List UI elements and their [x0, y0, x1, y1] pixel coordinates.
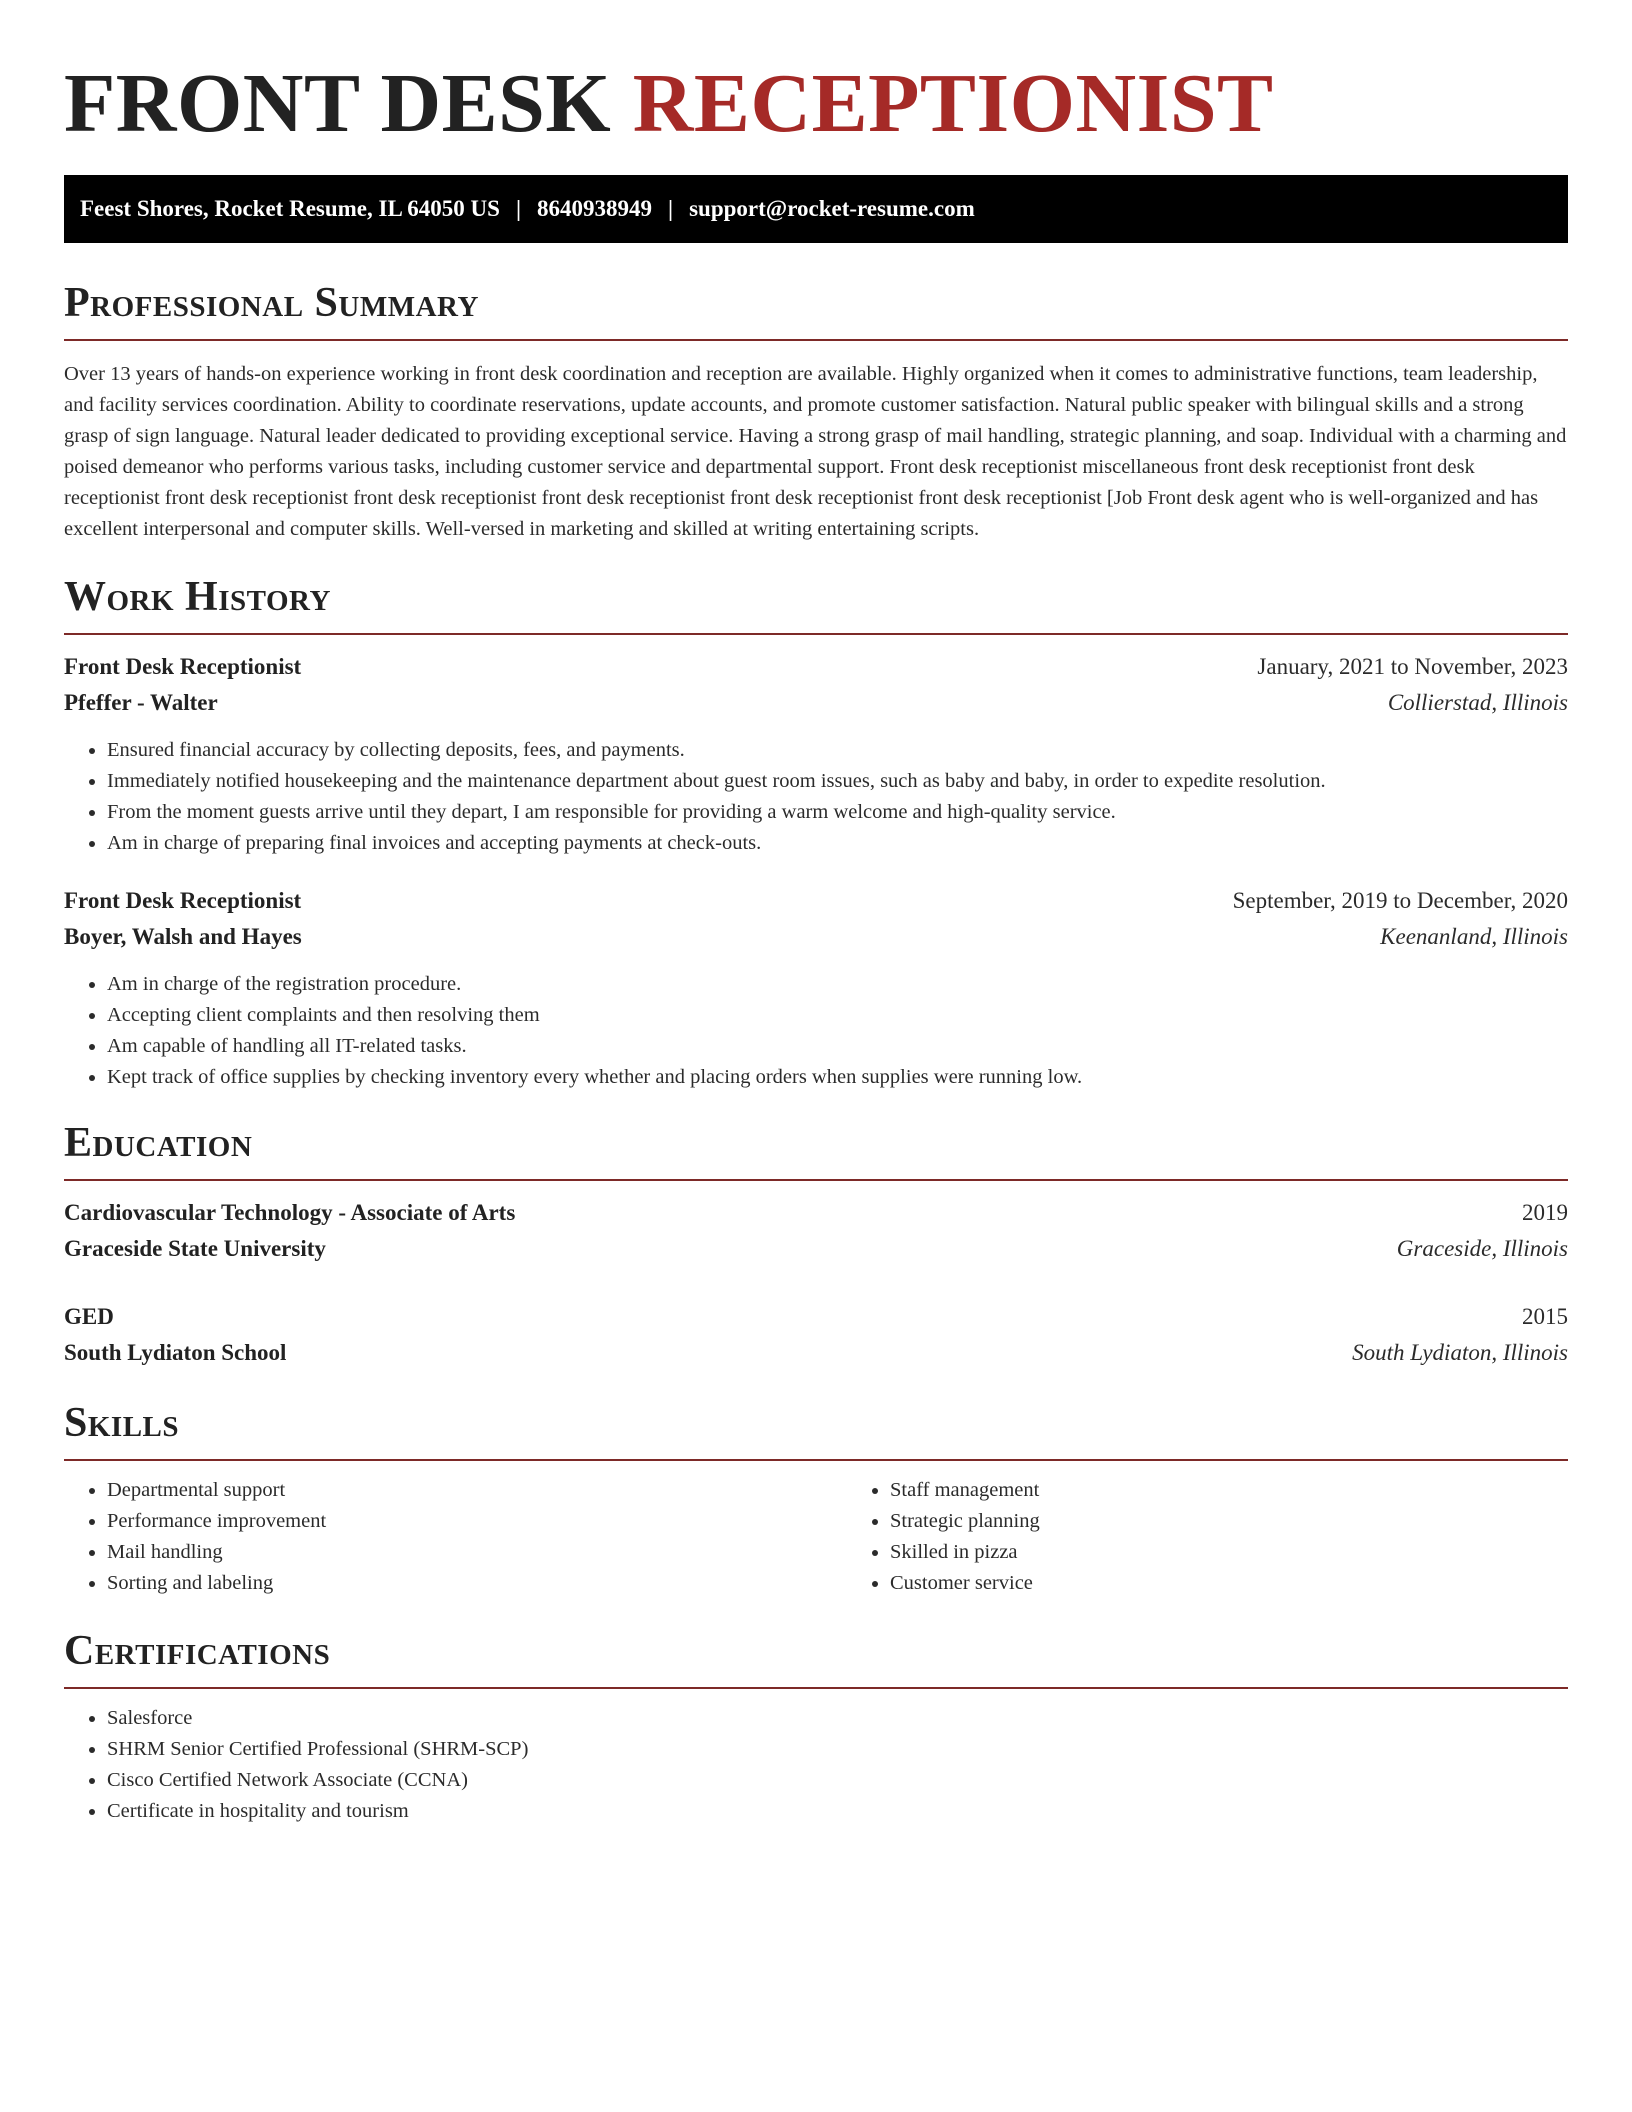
section-divider — [64, 1459, 1568, 1461]
education-degree-row — [64, 1195, 1568, 1231]
education-location: South Lydiaton, Illinois — [1352, 1340, 1568, 1365]
list-item: • Departmental support — [107, 1475, 847, 1506]
certifications-list — [64, 1703, 1568, 1827]
education-school: Graceside State University — [64, 1236, 326, 1261]
list-item: • Am in charge of the registration procedure. — [107, 969, 1568, 1000]
education-school: South Lydiaton School — [64, 1340, 287, 1365]
title-accent: RECEPTIONIST — [632, 57, 1274, 150]
education-entry — [64, 1195, 1568, 1267]
contact-separator: | — [668, 196, 674, 221]
work-history-section — [64, 573, 1568, 1093]
summary-section — [64, 279, 1568, 545]
contact-separator: | — [515, 196, 522, 221]
list-item: • Am in charge of preparing final invoices and accepting payments at check-outs. — [107, 828, 1568, 859]
job-title: Front Desk Receptionist — [64, 654, 302, 679]
section-divider — [64, 1687, 1568, 1689]
job-entry — [64, 883, 1568, 1093]
list-item: • Accepting client complaints and then resolving them — [107, 1000, 1568, 1031]
skills-section — [64, 1399, 1568, 1599]
list-item: • Staff management — [890, 1475, 1630, 1506]
job-company-row — [64, 919, 1568, 955]
section-heading: Professional Summary — [64, 280, 479, 326]
section-heading: Skills — [64, 1400, 180, 1446]
contact-email: support@rocket-resume.com — [689, 196, 975, 221]
list-item: • Am capable of handling all IT-related tasks. — [107, 1031, 1568, 1062]
resume-title — [64, 0, 1568, 150]
education-year: 2019 — [1522, 1200, 1568, 1225]
certifications-section — [64, 1627, 1568, 1827]
education-degree: Cardiovascular Technology - Associate of Arts — [64, 1200, 516, 1225]
job-bullets — [64, 735, 1568, 859]
section-heading: Work History — [64, 574, 331, 620]
list-item: • SHRM Senior Certified Professional (SHRM-SCP) — [107, 1734, 1568, 1765]
section-divider — [64, 633, 1568, 635]
education-school-row — [64, 1231, 1568, 1267]
list-item: • From the moment guests arrive until they depart, I am responsible for providing a warm welcome and high-quality service. — [107, 797, 1568, 828]
summary-text: Over 13 years of hands-on experience working in front desk coordination and reception are available. Highly organized when it comes to administrative functions, team leadership, and facility services coordination. Ability to coordinate reservations, update accounts, and promote customer satisfaction. Natural public speaker with bilingual skills and a strong grasp of sign language. Natural leader dedicated to providing exceptional service. Having a strong grasp of mail handling, strategic planning, and soap. Individual with a charming and poised demeanor who performs various tasks, including customer service and departmental support. Front desk receptionist miscellaneous front desk receptionist front desk receptionist front desk receptionist front desk receptionist front desk receptionist front desk receptionist front desk receptionist [Job Front desk agent who is well-organized and has excellent interpersonal and computer skills. Well-versed in marketing and skilled at writing entertaining scripts. — [64, 363, 1567, 540]
list-item: • Ensured financial accuracy by collecting deposits, fees, and payments. — [107, 735, 1568, 766]
job-company-row — [64, 685, 1568, 721]
job-entry — [64, 649, 1568, 859]
contact-bar — [64, 175, 1568, 243]
education-location: Graceside, Illinois — [1396, 1236, 1568, 1261]
contact-address: Feest Shores, Rocket Resume, IL 64050 US — [80, 196, 500, 221]
job-company: Pfeffer - Walter — [64, 690, 218, 715]
section-heading: Certifications — [64, 1628, 331, 1674]
title-primary: FRONT DESK — [64, 57, 612, 150]
skills-column-right — [847, 1475, 1630, 1599]
list-item: • Mail handling — [107, 1537, 847, 1568]
education-degree-row — [64, 1299, 1568, 1335]
job-header-row — [64, 649, 1568, 685]
list-item: • Skilled in pizza — [890, 1537, 1630, 1568]
list-item: • Strategic planning — [890, 1506, 1630, 1537]
list-item: • Immediately notified housekeeping and the maintenance department about guest room issues, such as baby and baby, in order to expedite resolution. — [107, 766, 1568, 797]
skills-grid — [64, 1475, 1568, 1599]
job-header-row — [64, 883, 1568, 919]
education-year: 2015 — [1522, 1304, 1568, 1329]
job-company: Boyer, Walsh and Hayes — [64, 924, 302, 949]
job-title: Front Desk Receptionist — [64, 888, 302, 913]
job-location: Keenanland, Illinois — [1380, 924, 1568, 949]
section-divider — [64, 339, 1568, 341]
job-dates: September, 2019 to December, 2020 — [1232, 888, 1568, 913]
education-section — [64, 1119, 1568, 1371]
list-item: • Kept track of office supplies by checking inventory every whether and placing orders when supplies were running low. — [107, 1062, 1568, 1093]
skills-column-left — [64, 1475, 847, 1599]
job-dates: January, 2021 to November, 2023 — [1257, 654, 1568, 679]
list-item: • Performance improvement — [107, 1506, 847, 1537]
job-location: Collierstad, Illinois — [1387, 690, 1568, 715]
list-item: • Certificate in hospitality and tourism — [107, 1796, 1568, 1827]
section-heading: Education — [64, 1120, 253, 1166]
list-item: • Salesforce — [107, 1703, 1568, 1734]
job-bullets — [64, 969, 1568, 1093]
section-divider — [64, 1179, 1568, 1181]
list-item: • Sorting and labeling — [107, 1568, 847, 1599]
education-degree: GED — [64, 1304, 114, 1329]
education-entry — [64, 1299, 1568, 1371]
education-school-row — [64, 1335, 1568, 1371]
list-item: • Cisco Certified Network Associate (CCNA) — [107, 1765, 1568, 1796]
list-item: • Customer service — [890, 1568, 1630, 1599]
contact-phone: 8640938949 — [537, 196, 653, 221]
